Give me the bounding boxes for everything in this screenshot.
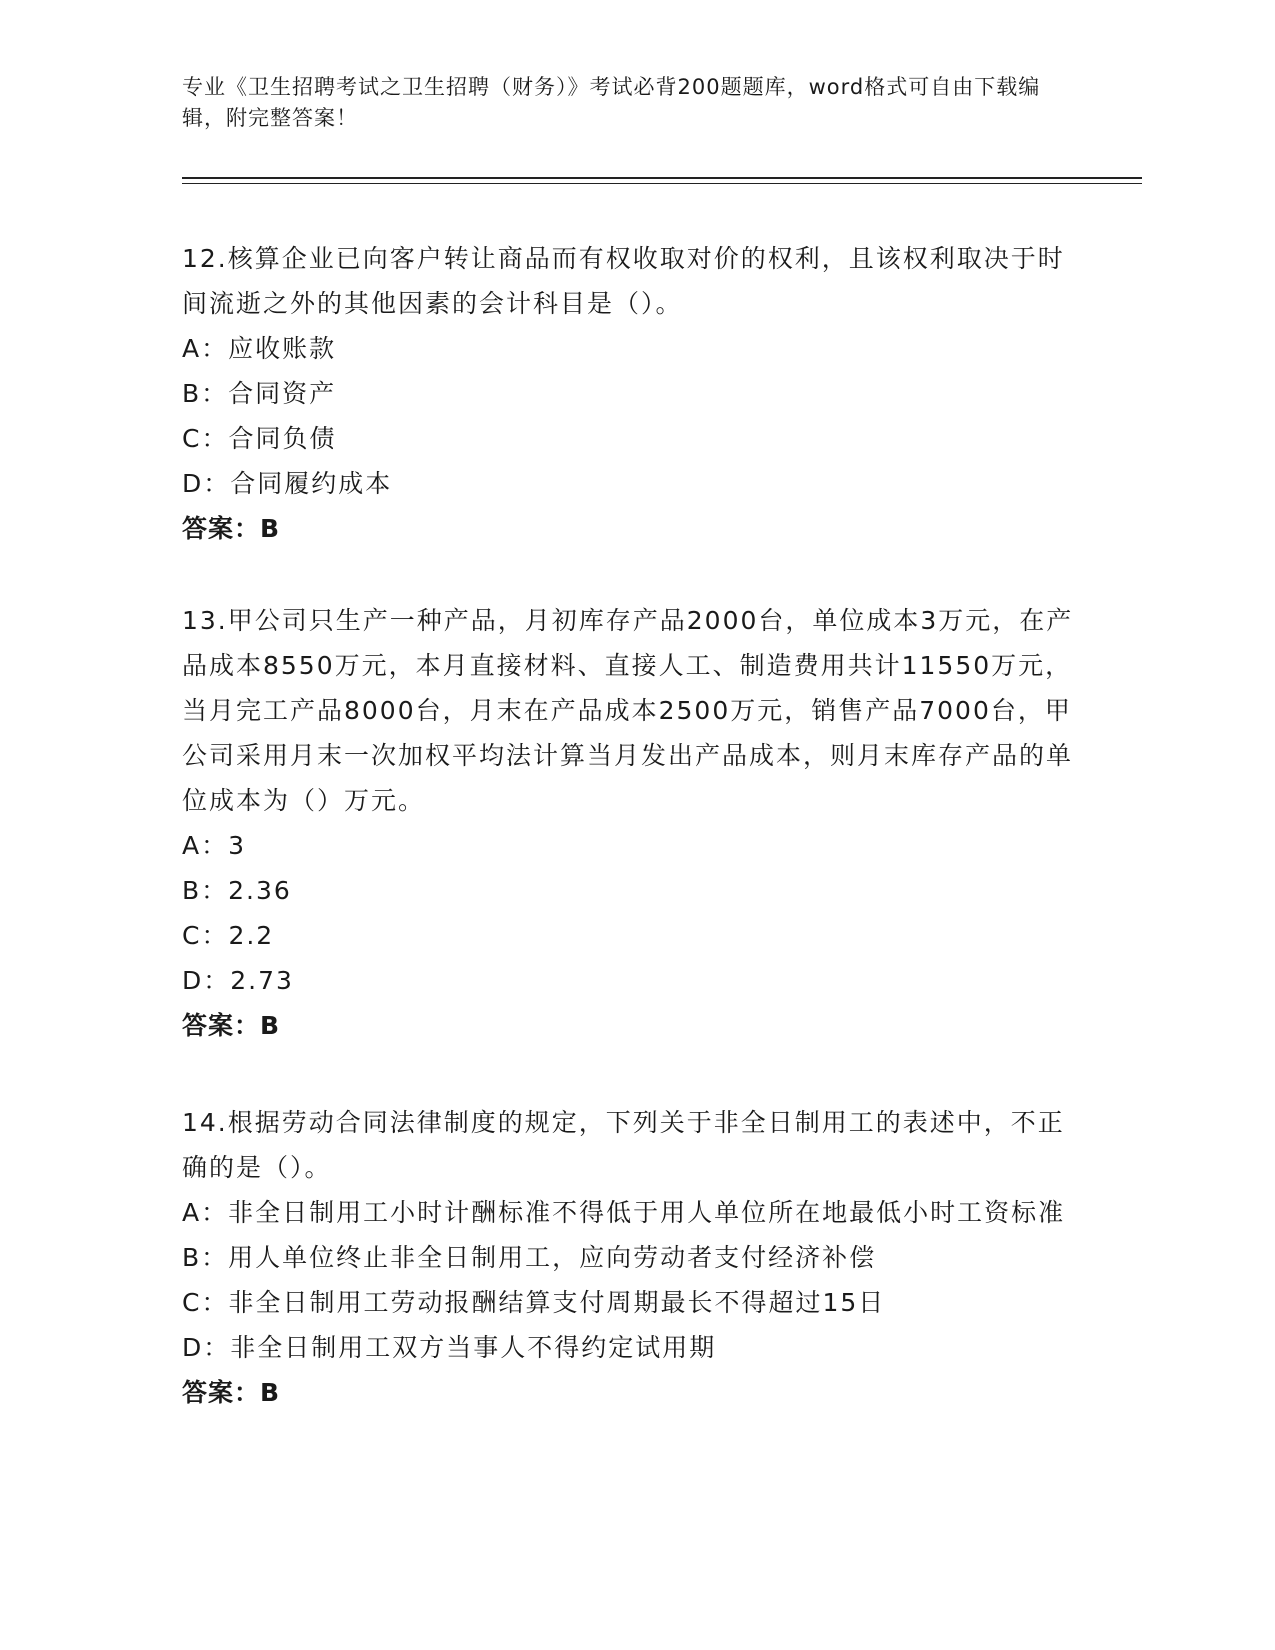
question-stem: 14.根据劳动合同法律制度的规定，下列关于非全日制用工的表述中，不正确的是（）。 [182,1108,1065,1182]
question-stem: 12.核算企业已向客户转让商品而有权收取对价的权利，且该权利取决于时间流逝之外的其他因素的会计科目是（）。 [182,244,1065,318]
option-d: D：合同履约成本 [182,469,393,498]
answer-line: 答案：B [182,514,281,543]
option-a: A：非全日制用工小时计酬标准不得低于用人单位所在地最低小时工资标准 [182,1198,1066,1227]
option-c: C：2.2 [182,921,275,950]
option-a: A：3 [182,831,247,860]
option-a: A：应收账款 [182,334,337,363]
option-c: C：合同负债 [182,424,337,453]
option-b: B：合同资产 [182,379,337,408]
answer-line: 答案：B [182,1011,281,1040]
option-b: B：用人单位终止非全日制用工，应向劳动者支付经济补偿 [182,1243,877,1272]
header-divider-thick [182,177,1142,179]
option-c: C：非全日制用工劳动报酬结算支付周期最长不得超过15日 [182,1288,886,1317]
header-divider-thin [182,183,1142,184]
answer-line: 答案：B [182,1378,281,1407]
document-header: 专业《卫生招聘考试之卫生招聘（财务）》考试必背200题题库，word格式可自由下载编辑，附完整答案！ [182,75,1041,130]
question-12 [182,236,1082,551]
question-13 [182,598,1082,1048]
option-b: B：2.36 [182,876,292,905]
option-d: D：非全日制用工双方当事人不得约定试用期 [182,1333,717,1362]
option-d: D：2.73 [182,966,294,995]
question-stem: 13.甲公司只生产一种产品，月初库存产品2000台，单位成本3万元，在产品成本8550万元，本月直接材料、直接人工、制造费用共计11550万元，当月完工产品8000台，月末在产品成本2500万元，销售产品7000台，甲公司采用月末一次加权平均法计算当月发出产品成本，则月末库存产品的单位成本为（）万元。 [182,606,1074,815]
question-14 [182,1100,1082,1415]
